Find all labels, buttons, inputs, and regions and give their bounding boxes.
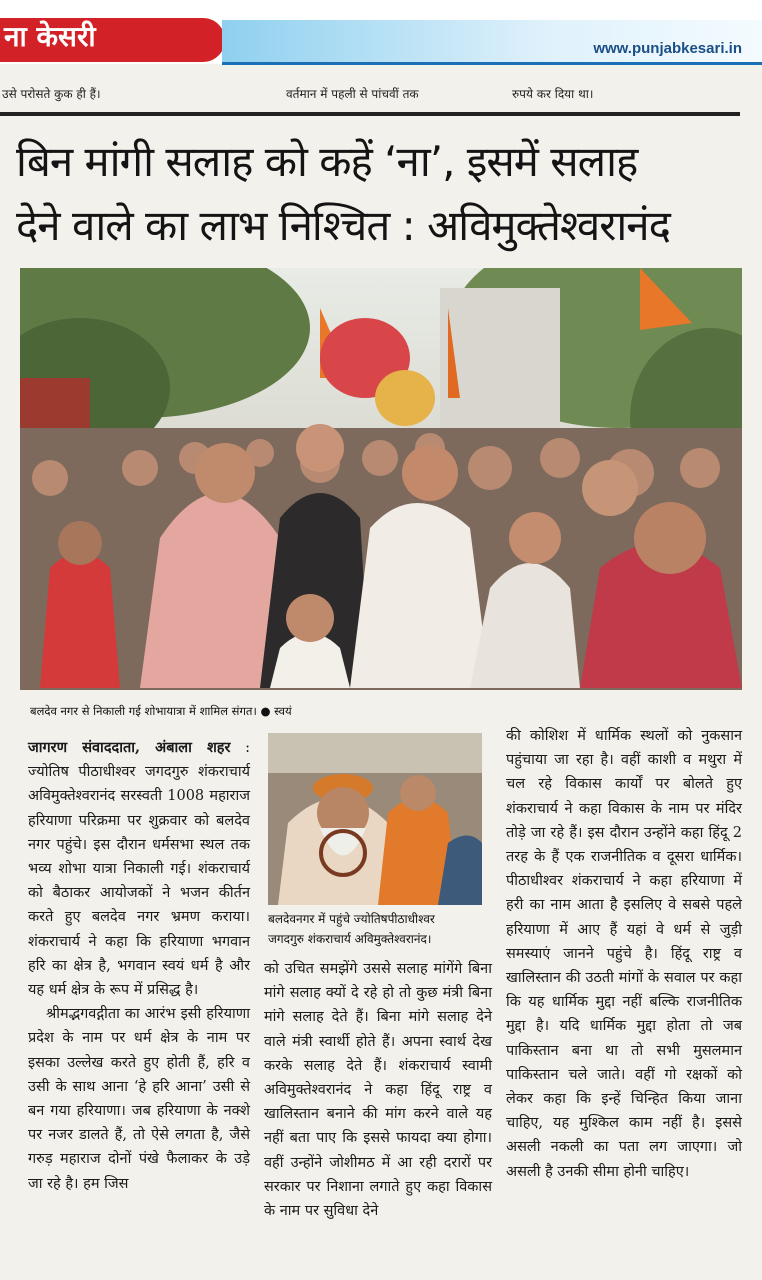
article-column-3 (506, 724, 742, 1184)
headline-line-2: देने वाले का लाभ निश्चित : अविमुक्तेश्वरानंद (16, 201, 670, 250)
newspaper-logo: ना केसरी (4, 20, 96, 53)
col1-para1: : ज्योतिष पीठाधीश्वर जगदगुरु शंकराचार्य अविमुक्तेश्वरानंद सरस्वती 1008 महाराज हरियाणा परिक्रमा पर शुक्रवार को बलदेव नगर पहुंचे। इस दौरान धर्मसभा स्थल तक भव्य शोभा यात्रा निकाली गई। शंकराचार्य को बैठाकर आयोजकों ने भजन कीर्तन करते हुए बलदेव नगर भ्रमण कराया। शंकराचार्य ने कहा कि हरियाणा भगवान हरि का क्षेत्र है, भगवान स्वयं धर्म है और यह धर्म क्षेत्र के रूप में प्रसिद्ध है। (28, 740, 250, 999)
shankaracharya-photo (268, 733, 482, 905)
previous-text-middle: वर्तमान में पहली से पांचवीं तक (286, 87, 419, 101)
article-column-1 (28, 736, 250, 1196)
col3-text: की कोशिश में धार्मिक स्थलों को नुकसान पहुंचाया जा रहा है। वहीं काशी व मथुरा में चल रहे विकास कार्यों पर बोलते हुए शंकराचार्य ने कहा विकास के नाम पर मंदिर तोड़े जा रहे हैं। इस दौरान उन्होंने कहा हिंदू 2 तरह के हैं एक राजनीतिक व दूसरा धार्मिक। पीठाधीश्वर शंकराचार्य ने कहा हरियाणा में हरी का नाम आता है इसलिए वे सबसे पहले हरियाणा में आए हैं यहां वे धर्म से जुड़ी समस्याएं जानने पहुंचे है। हिंदू राष्ट्र व खालिस्तान की उठती मांगों के सवाल पर कहा कि यह धार्मिक मुद्दा नहीं बल्कि राजनीतिक मुद्दा है। यदि धार्मिक मुद्दा होता तो जब पाकिस्तान बना था तो सभी मुसलमान पाकिस्तान चले जाते। वहीं गो रक्षकों को लेकर कहा कि इन्हें चिन्हित किया जाना चाहिए, यह मुश्किल काम नहीं है। इससे असली नकली का पता लग जाएगा। जो असली है उनकी सीमा होनी चाहिए। (506, 728, 742, 1180)
previous-text-left: उसे परोसते कुक ही हैं। (2, 87, 101, 101)
headline-line-1: बिन मांगी सलाह को कहें ‘ना’, इसमें सलाह (16, 137, 638, 186)
side-photo-caption-2: जगदगुरु शंकराचार्य अविमुक्तेश्वरानंद। (268, 932, 432, 946)
col1-para2: श्रीमद्भगवद्गीता का आरंभ इसी हरियाणा प्रदेश के नाम पर धर्म क्षेत्र के नाम पर इसका उल्लेख करते हुए होती हैं, हरि व उसी के साथ आना ‘हे हरि आना’ उसी से बन गया हरियाणा। जब हरियाणा के नक्शे पर नजर डालते हैं, तो ऐसे लगता है, जैसे गरुड़ महाराज दोनों पंखे फैलाकर के उड़े जा रहे है। हम जिस (28, 1006, 250, 1192)
newspaper-masthead (0, 0, 762, 64)
section-rule (0, 112, 740, 116)
side-photo-caption-1: बलदेवनगर में पहुंचे ज्योतिषपीठाधीश्वर (268, 912, 435, 926)
procession-photo (20, 268, 742, 690)
newspaper-url: www.punjabkesari.in (593, 40, 742, 57)
byline: जागरण संवाददाता, अंबाला शहर (28, 739, 231, 756)
previous-text-right: रुपये कर दिया था। (512, 87, 594, 101)
article-column-2 (264, 957, 492, 1223)
main-photo-caption: बलदेव नगर से निकाली गई शोभायात्रा में शामिल संगत। ● स्वयं (30, 704, 292, 718)
col2-text: को उचित समझेंगे उससे सलाह मांगेंगे बिना मांगे सलाह क्यों दे रहे हो तो कुछ मंत्री बिना मांगे सलाह देते हैं। बिना मांगे सलाह देने वाले मंत्री स्वार्थी होते हैं। अपना स्वार्थ देख करके सलाह देते हैं। शंकराचार्य स्वामी अविमुक्तेश्वरानंद ने कहा हिंदू राष्ट्र व खालिस्तान बनाने की मांग करने वाले यह नहीं बता पाए कि इससे फायदा क्या होगा। वहीं उन्होंने जोशीमठ में आ रही दरारों पर सरकार पर निशाना लगाते हुए कहा विकास के नाम पर सुविधा देने (264, 961, 492, 1220)
